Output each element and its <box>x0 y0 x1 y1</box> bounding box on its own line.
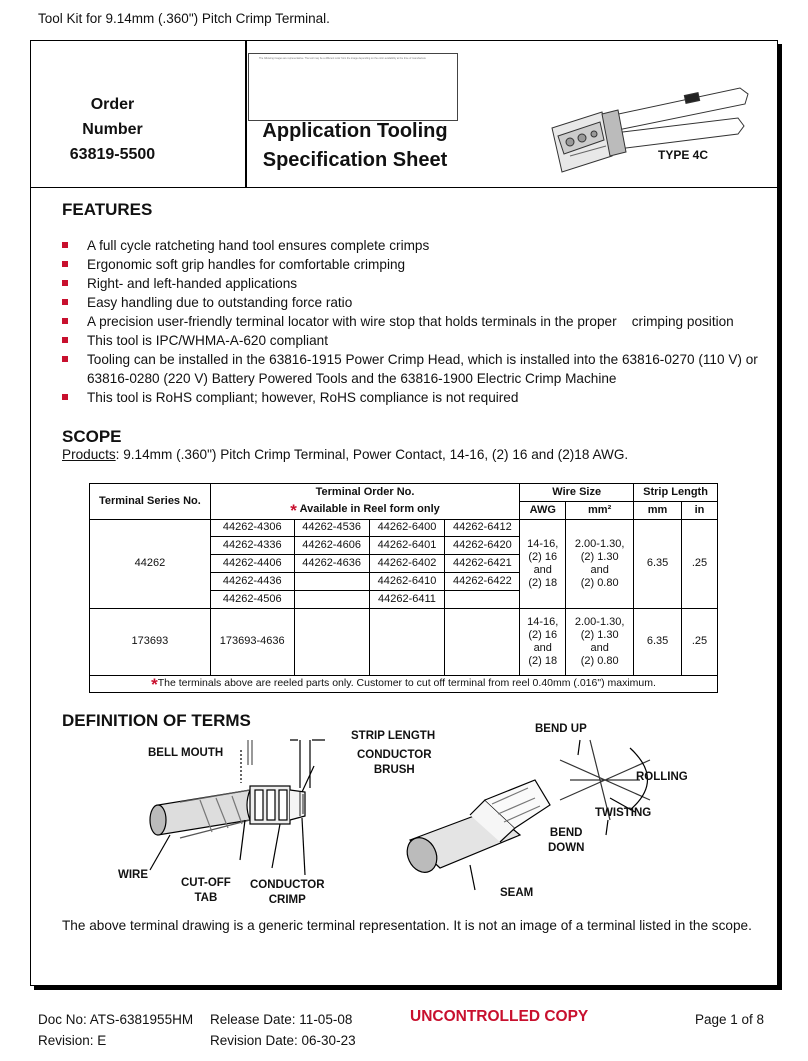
in-cell: .25 <box>682 608 718 675</box>
order-cell: 44262-6421 <box>445 555 520 573</box>
order-cell: 44262-6410 <box>369 572 445 590</box>
order-no-label: Terminal Order No. <box>315 486 415 499</box>
feature-text: Easy handling due to outstanding force ratio <box>87 295 353 310</box>
order-cell: 173693-4636 <box>210 608 294 675</box>
list-item <box>62 293 772 312</box>
label-strip-length: STRIP LENGTH <box>351 730 436 742</box>
feature-text: A precision user-friendly terminal locator with wire stop that holds terminals in the proper crimping position <box>87 314 734 329</box>
page-number: Page 1 of 8 <box>695 1012 765 1027</box>
header-in: in <box>682 501 718 519</box>
bullet-icon <box>62 318 68 324</box>
order-cell <box>445 590 520 608</box>
feature-text: This tool is RoHS compliant; however, RoHS compliance is not required <box>87 390 519 405</box>
list-item <box>62 331 772 350</box>
footer-doc-info <box>38 1009 193 1051</box>
mm2-cell <box>566 519 634 608</box>
tool-type-label: TYPE 4C <box>658 148 709 162</box>
mm2-cell <box>566 608 634 675</box>
mm2-line: (2) 0.80 <box>580 576 619 589</box>
feature-text: Right- and left-handed applications <box>87 276 298 291</box>
awg-line: and <box>533 641 552 654</box>
label-line: DOWN <box>548 842 585 854</box>
list-item <box>62 312 772 331</box>
table-footnote-row <box>90 675 718 693</box>
order-cell: 44262-4606 <box>294 537 369 555</box>
awg-cell <box>520 608 566 675</box>
release-date: Release Date: 11-05-08 <box>210 1012 353 1027</box>
awg-cell <box>520 519 566 608</box>
header-strip-length: Strip Length <box>634 484 718 502</box>
order-cell <box>445 608 520 675</box>
terminal-drawing <box>140 720 760 910</box>
title-line-1: Application Tooling <box>262 120 448 142</box>
feature-text: A full cycle ratcheting hand tool ensures complete crimps <box>87 238 430 253</box>
order-cell: 44262-4336 <box>210 537 294 555</box>
footnote-text: The terminals above are reeled parts only. Customer to cut off terminal from reel 0.40mm (.016") maximum. <box>157 676 656 689</box>
order-cell: 44262-4406 <box>210 555 294 573</box>
label-cut-off-tab <box>181 876 231 906</box>
order-cell: 44262-4536 <box>294 519 369 537</box>
label-line: BEND <box>549 827 583 839</box>
label-bend-down <box>548 826 584 856</box>
feature-text: This tool is IPC/WHMA-A-620 compliant <box>87 333 328 348</box>
footer-dates <box>210 1009 356 1051</box>
bullet-icon <box>62 299 68 305</box>
awg-line: and <box>533 563 552 576</box>
label-bell-mouth: BELL MOUTH <box>148 747 224 759</box>
doc-number: Doc No: ATS-6381955HM <box>38 1012 194 1027</box>
label-line: BRUSH <box>373 764 415 776</box>
feature-text: Ergonomic soft grip handles for comfortable crimping <box>87 257 406 272</box>
order-cell: 44262-4636 <box>294 555 369 573</box>
order-cell <box>294 590 369 608</box>
table-row <box>90 608 718 675</box>
image-note-box <box>248 53 458 121</box>
drawing-caption: The above terminal drawing is a generic terminal representation. It is not an image of a terminal listed in the scope. <box>62 918 752 933</box>
awg-line: 14-16, <box>527 615 559 628</box>
order-cell <box>294 572 369 590</box>
crimp-tool-image <box>540 60 755 180</box>
label-conductor-brush <box>357 748 432 778</box>
products-label: Products <box>62 447 116 462</box>
mm2-line: and <box>590 641 609 654</box>
mm2-line: 2.00-1.30, <box>574 615 625 628</box>
header-divider <box>245 41 247 187</box>
products-line <box>62 447 628 462</box>
order-cell: 44262-6412 <box>445 519 520 537</box>
label-wire: WIRE <box>118 869 149 881</box>
scope-heading: SCOPE <box>62 427 122 446</box>
mm2-line: (2) 1.30 <box>580 550 619 563</box>
series-cell: 44262 <box>90 519 211 608</box>
awg-line: (2) 18 <box>528 654 558 667</box>
bullet-icon <box>62 261 68 267</box>
header-terminal-order <box>210 484 520 502</box>
list-item <box>62 350 772 388</box>
header-mm: mm <box>634 501 682 519</box>
label-line: CONDUCTOR <box>357 749 432 761</box>
order-number-value: 63819-5500 <box>69 146 156 163</box>
label-line: CUT-OFF <box>181 877 231 889</box>
products-text: : 9.14mm (.360") Pitch Crimp Terminal, Power Contact, 14-16, (2) 16 and (2)18 AWG. <box>115 447 629 462</box>
order-cell <box>294 608 369 675</box>
label-bend-up: BEND UP <box>535 723 587 735</box>
bullet-icon <box>62 394 68 400</box>
page-title <box>250 117 460 175</box>
order-cell: 44262-4506 <box>210 590 294 608</box>
header-mm2: mm² <box>566 501 634 519</box>
list-item <box>62 388 772 407</box>
header-wire-size: Wire Size <box>520 484 634 502</box>
label-line: CONDUCTOR <box>250 879 325 891</box>
bullet-icon <box>62 337 68 343</box>
image-note-text: The following images are representative. The tool may be a different color from the image depending on the color availability at the time of manufacture <box>259 57 426 60</box>
reel-note-text: Available in Reel form only <box>299 502 440 515</box>
feature-text: Tooling can be installed in the 63816-1915 Power Crimp Head, which is installed into the 63816-0270 (110 V) or 63816-0280 (220 V) Battery Powered Tools and the 63816-1900 Electric Crimp Machine <box>87 352 758 386</box>
definitions-heading: DEFINITION OF TERMS <box>62 711 251 730</box>
label-rolling: ROLLING <box>636 771 688 783</box>
features-list <box>62 236 772 407</box>
bullet-icon <box>62 356 68 362</box>
mm2-line: and <box>590 563 609 576</box>
asterisk-icon: * <box>290 500 297 520</box>
features-heading: FEATURES <box>62 200 153 219</box>
uncontrolled-copy-stamp: UNCONTROLLED COPY <box>410 1008 589 1025</box>
label-seam: SEAM <box>500 887 534 899</box>
mm2-line: 2.00-1.30, <box>574 537 625 550</box>
header-terminal-series: Terminal Series No. <box>90 484 211 520</box>
bullet-icon <box>62 280 68 286</box>
order-number-block <box>60 92 165 167</box>
list-item <box>62 236 772 255</box>
mm2-line: (2) 1.30 <box>580 628 619 641</box>
mm-cell: 6.35 <box>634 608 682 675</box>
mm-cell: 6.35 <box>634 519 682 608</box>
header-awg: AWG <box>520 501 566 519</box>
revision-date: Revision Date: 06-30-23 <box>210 1033 356 1048</box>
list-item <box>62 255 772 274</box>
order-cell: 44262-4306 <box>210 519 294 537</box>
order-cell: 44262-6420 <box>445 537 520 555</box>
label-twisting: TWISTING <box>595 807 652 819</box>
awg-line: 14-16, <box>527 537 559 550</box>
table-row <box>90 519 718 537</box>
list-item <box>62 274 772 293</box>
bullet-icon <box>62 242 68 248</box>
terminal-table <box>89 483 718 693</box>
awg-line: (2) 16 <box>528 628 558 641</box>
mm2-line: (2) 0.80 <box>580 654 619 667</box>
awg-line: (2) 16 <box>528 550 558 563</box>
label-line: CRIMP <box>268 894 306 906</box>
revision: Revision: E <box>38 1033 107 1048</box>
label-line: TAB <box>194 892 218 904</box>
series-cell: 173693 <box>90 608 211 675</box>
awg-line: (2) 18 <box>528 576 558 589</box>
in-cell: .25 <box>682 519 718 608</box>
order-cell: 44262-6402 <box>369 555 445 573</box>
reel-note <box>210 501 520 519</box>
label-conductor-crimp <box>250 878 325 908</box>
order-cell: 44262-6422 <box>445 572 520 590</box>
asterisk-icon: * <box>151 674 158 694</box>
order-cell: 44262-4436 <box>210 572 294 590</box>
order-cell <box>369 608 445 675</box>
order-cell: 44262-6400 <box>369 519 445 537</box>
table-footnote <box>90 675 718 693</box>
document-title: Tool Kit for 9.14mm (.360") Pitch Crimp Terminal. <box>38 11 330 26</box>
order-cell: 44262-6401 <box>369 537 445 555</box>
title-line-2: Specification Sheet <box>262 149 448 171</box>
order-number-label: Order Number <box>82 96 143 138</box>
order-cell: 44262-6411 <box>369 590 445 608</box>
